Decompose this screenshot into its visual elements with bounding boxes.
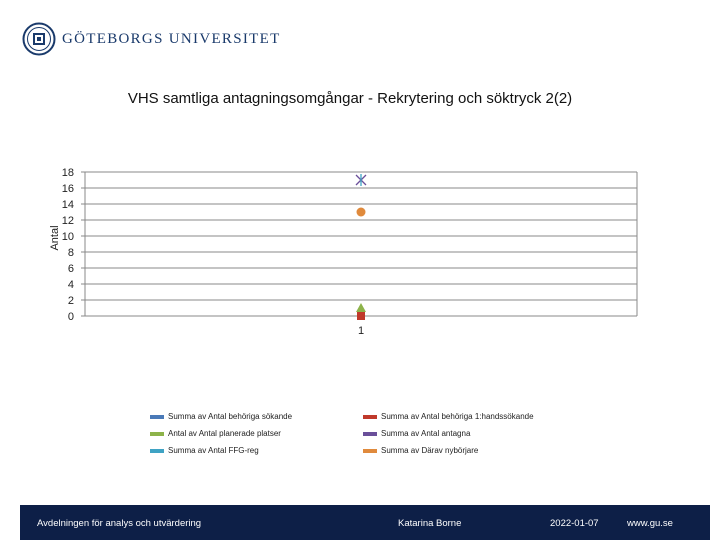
- logo-text: GÖTEBORGS UNIVERSITET: [62, 30, 281, 47]
- footer: [0, 505, 720, 540]
- x-tick-label: 1: [357, 325, 365, 337]
- legend-swatch: [150, 432, 164, 436]
- footer-date: 2022-01-07: [550, 518, 599, 529]
- y-tick-label: 12: [61, 215, 74, 227]
- footer-author: Katarina Borne: [398, 518, 462, 529]
- chart-title: VHS samtliga antagningsomgångar - Rekrytering och söktryck 2(2): [127, 90, 573, 107]
- legend-label: Summa av Därav nybörjare: [381, 446, 479, 455]
- y-tick-label: 0: [67, 311, 74, 323]
- legend-swatch: [150, 415, 164, 419]
- legend-item: [363, 412, 534, 421]
- y-tick-label: 14: [61, 199, 74, 211]
- legend-swatch: [150, 449, 164, 453]
- legend-item: [150, 446, 259, 455]
- footer-url[interactable]: www.gu.se: [627, 518, 673, 529]
- data-point: [357, 208, 366, 217]
- data-point: [356, 303, 366, 312]
- footer-department: Avdelningen för analys och utvärdering: [37, 518, 202, 529]
- y-axis-label: Antal: [49, 225, 61, 251]
- y-tick-label: 10: [61, 231, 74, 243]
- y-tick-label: 4: [67, 279, 74, 291]
- legend-label: Summa av Antal FFG-reg: [168, 446, 259, 455]
- y-tick-label: 8: [67, 247, 74, 259]
- legend-swatch: [363, 415, 377, 419]
- legend-item: [150, 429, 281, 438]
- legend-label: Summa av Antal behöriga 1:handssökande: [381, 412, 534, 421]
- legend-swatch: [363, 449, 377, 453]
- y-tick-label: 16: [61, 183, 74, 195]
- legend-label: Summa av Antal antagna: [381, 429, 471, 438]
- legend-swatch: [363, 432, 377, 436]
- legend-item: [363, 429, 470, 438]
- y-tick-label: 18: [61, 167, 74, 179]
- y-tick-label: 6: [67, 263, 74, 275]
- legend-label: Antal av Antal planerade platser: [168, 429, 281, 438]
- legend-label: Summa av Antal behöriga sökande: [168, 412, 293, 421]
- legend-item: [363, 446, 478, 455]
- legend-item: [150, 412, 292, 421]
- y-tick-label: 2: [67, 295, 74, 307]
- data-point: [357, 312, 365, 320]
